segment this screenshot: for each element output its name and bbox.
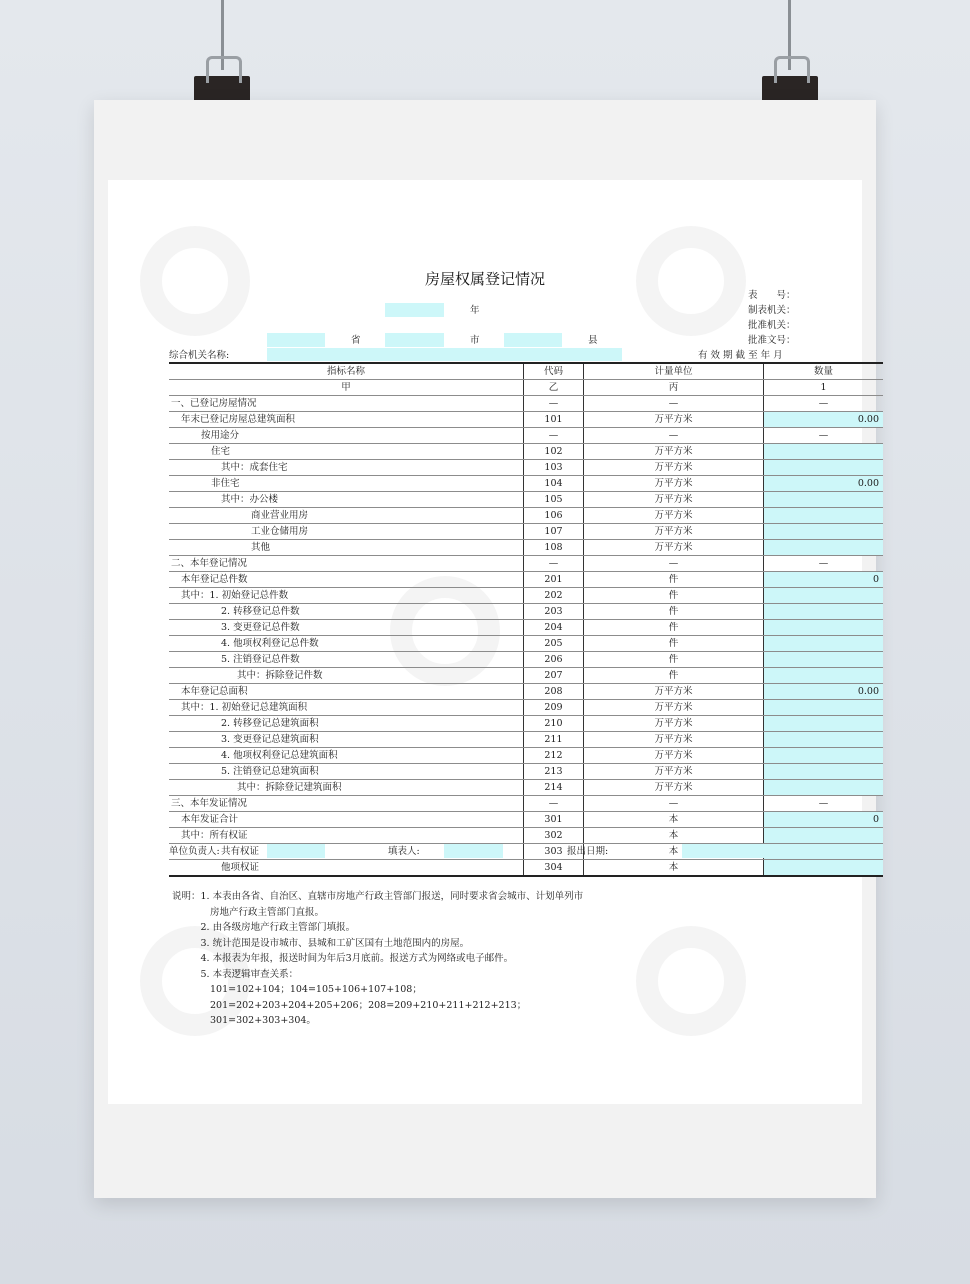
watermark-logo-icon — [636, 926, 746, 1036]
row-unit: — — [584, 396, 764, 412]
table-row — [169, 764, 883, 780]
made-by-label: 制表机关： — [748, 305, 796, 316]
table-row — [169, 700, 883, 716]
watermark-logo-icon — [140, 226, 250, 336]
row-unit: 万平方米 — [584, 780, 764, 796]
row-indicator-name: 本年发证合计 — [169, 812, 524, 828]
table-row — [169, 780, 883, 796]
table-row — [169, 588, 883, 604]
row-code: 203 — [524, 604, 584, 620]
org-name-input[interactable] — [267, 348, 622, 361]
form-number-label: 表 号： — [748, 290, 796, 301]
row-indicator-name: 年末已登记房屋总建筑面积 — [169, 412, 524, 428]
row-code: 302 — [524, 828, 584, 844]
table-row — [169, 636, 883, 652]
row-code: 201 — [524, 572, 584, 588]
row-indicator-name: 4. 他项权利登记总件数 — [169, 636, 524, 652]
table-subheader-row — [169, 380, 883, 396]
row-quantity-input[interactable] — [764, 460, 884, 476]
row-quantity-input[interactable] — [764, 620, 884, 636]
notes-section — [172, 889, 583, 1029]
row-code: 214 — [524, 780, 584, 796]
table-row — [169, 556, 883, 572]
row-indicator-name: 非住宅 — [169, 476, 524, 492]
row-quantity-input[interactable] — [764, 732, 884, 748]
note-line: 房地产行政主管部门直报。 — [172, 906, 325, 918]
responsible-input[interactable] — [267, 844, 325, 858]
report-date-label: 报出日期: — [567, 846, 609, 857]
row-unit: 件 — [584, 636, 764, 652]
row-code: 212 — [524, 748, 584, 764]
row-code: 211 — [524, 732, 584, 748]
subheader-code: 乙 — [524, 380, 584, 396]
row-quantity-input[interactable] — [764, 492, 884, 508]
row-quantity-input[interactable] — [764, 700, 884, 716]
row-unit: 万平方米 — [584, 460, 764, 476]
row-quantity-input[interactable] — [764, 652, 884, 668]
row-quantity-input[interactable]: 0.00 — [764, 476, 884, 492]
table-row — [169, 652, 883, 668]
row-quantity-input[interactable] — [764, 764, 884, 780]
row-quantity-input[interactable] — [764, 860, 884, 877]
row-unit: 万平方米 — [584, 540, 764, 556]
table-row — [169, 476, 883, 492]
row-unit: 件 — [584, 620, 764, 636]
row-quantity-input[interactable]: 0 — [764, 812, 884, 828]
row-indicator-name: 一、已登记房屋情况 — [169, 396, 524, 412]
document-title: 房屋权属登记情况 — [424, 270, 545, 288]
row-code: — — [524, 428, 584, 444]
row-indicator-name: 工业仓储用房 — [169, 524, 524, 540]
table-row — [169, 860, 883, 877]
header-unit: 计量单位 — [584, 363, 764, 380]
org-name-label: 综合机关名称: — [169, 350, 230, 361]
approved-by-label: 批准机关： — [748, 320, 796, 331]
note-line: 201=202+203+204+205+206；208=209+210+211+212+213； — [172, 999, 527, 1011]
row-quantity: — — [764, 396, 884, 412]
row-code: 102 — [524, 444, 584, 460]
province-input[interactable] — [267, 333, 325, 347]
row-code: 106 — [524, 508, 584, 524]
row-quantity-input[interactable] — [764, 540, 884, 556]
note-line: 4. 本报表为年报，报送时间为年后3月底前。报送方式为网络或电子邮件。 — [172, 953, 514, 964]
table-row — [169, 460, 883, 476]
row-unit: 本 — [584, 812, 764, 828]
note-line: 301=302+303+304。 — [172, 1015, 316, 1026]
row-unit: 本 — [584, 844, 764, 860]
row-code: 108 — [524, 540, 584, 556]
table-row — [169, 444, 883, 460]
row-quantity-input[interactable] — [764, 828, 884, 844]
county-input[interactable] — [504, 333, 562, 347]
row-quantity-input[interactable] — [764, 748, 884, 764]
row-quantity: — — [764, 428, 884, 444]
header-indicator: 指标名称 — [169, 363, 524, 380]
row-unit: 万平方米 — [584, 412, 764, 428]
table-row — [169, 620, 883, 636]
row-code: — — [524, 796, 584, 812]
header-quantity: 数量 — [764, 363, 884, 380]
row-indicator-name: 2. 转移登记总件数 — [169, 604, 524, 620]
row-indicator-name: 他项权证 — [169, 860, 524, 877]
row-unit: 件 — [584, 604, 764, 620]
row-unit: 件 — [584, 668, 764, 684]
table-row — [169, 524, 883, 540]
row-code: 103 — [524, 460, 584, 476]
row-indicator-name: 商业营业用房 — [169, 508, 524, 524]
row-unit: 万平方米 — [584, 684, 764, 700]
row-code: 301 — [524, 812, 584, 828]
table-row — [169, 428, 883, 444]
county-label: 县 — [588, 335, 598, 346]
row-unit: 万平方米 — [584, 476, 764, 492]
table-row — [169, 732, 883, 748]
row-code: 104 — [524, 476, 584, 492]
row-unit: 万平方米 — [584, 716, 764, 732]
table-row — [169, 396, 883, 412]
row-indicator-name: 按用途分 — [169, 428, 524, 444]
row-unit: 万平方米 — [584, 492, 764, 508]
row-indicator-name: 本年登记总面积 — [169, 684, 524, 700]
city-label: 市 — [470, 335, 480, 346]
table-row — [169, 748, 883, 764]
note-line: 3. 统计范围是设市城市、县城和工矿区国有土地范围内的房屋。 — [172, 937, 470, 949]
row-indicator-name: 其他 — [169, 540, 524, 556]
row-quantity-input[interactable]: 0 — [764, 572, 884, 588]
table-row — [169, 716, 883, 732]
row-indicator-name: 3. 变更登记总件数 — [169, 620, 524, 636]
row-indicator-name: 其中：1. 初始登记总件数 — [169, 588, 524, 604]
table-row — [169, 684, 883, 700]
row-unit: 万平方米 — [584, 444, 764, 460]
row-code: — — [524, 556, 584, 572]
row-code: 105 — [524, 492, 584, 508]
filler-label: 填表人: — [388, 846, 420, 857]
row-code: 303 — [524, 844, 584, 860]
header-code: 代码 — [524, 363, 584, 380]
row-code: — — [524, 396, 584, 412]
row-quantity-input[interactable] — [764, 588, 884, 604]
row-unit: 万平方米 — [584, 524, 764, 540]
note-line: 说明：1. 本表由各省、自治区、直辖市房地产行政主管部门报送，同时要求省会城市、计划单列市 — [172, 891, 584, 902]
table-row — [169, 828, 883, 844]
note-line: 5. 本表逻辑审查关系： — [172, 968, 299, 980]
row-quantity-input[interactable] — [764, 524, 884, 540]
row-unit: 万平方米 — [584, 764, 764, 780]
subheader-quantity: 1 — [764, 380, 884, 396]
city-input[interactable] — [385, 333, 444, 347]
table-row — [169, 796, 883, 812]
row-code: 101 — [524, 412, 584, 428]
subheader-indicator: 甲 — [169, 380, 524, 396]
valid-until-label: 有 效 期 截 至 年 月 — [698, 350, 783, 361]
row-indicator-name: 二、本年登记情况 — [169, 556, 524, 572]
row-code: 206 — [524, 652, 584, 668]
province-label: 省 — [351, 335, 361, 346]
table-row — [169, 540, 883, 556]
row-code: 208 — [524, 684, 584, 700]
row-indicator-name: 5. 注销登记总建筑面积 — [169, 764, 524, 780]
table-row — [169, 508, 883, 524]
note-line: 2. 由各级房地产行政主管部门填报。 — [172, 922, 356, 933]
row-quantity-input[interactable] — [764, 508, 884, 524]
table-row — [169, 604, 883, 620]
row-quantity-input[interactable] — [764, 604, 884, 620]
table-row — [169, 492, 883, 508]
row-unit: — — [584, 556, 764, 572]
row-indicator-name: 2. 转移登记总建筑面积 — [169, 716, 524, 732]
row-indicator-name: 5. 注销登记总件数 — [169, 652, 524, 668]
row-indicator-name: 其中：办公楼 — [169, 492, 524, 508]
row-code: 205 — [524, 636, 584, 652]
row-indicator-name: 4. 他项权利登记总建筑面积 — [169, 748, 524, 764]
row-unit: 本 — [584, 828, 764, 844]
row-unit: 万平方米 — [584, 700, 764, 716]
filler-input[interactable] — [444, 844, 503, 858]
row-code: 209 — [524, 700, 584, 716]
year-label: 年 — [470, 305, 480, 316]
row-code: 204 — [524, 620, 584, 636]
row-indicator-name: 三、本年发证情况 — [169, 796, 524, 812]
row-quantity-input[interactable] — [764, 780, 884, 796]
responsible-label: 单位负责人: — [169, 846, 220, 857]
row-quantity-input[interactable] — [764, 444, 884, 460]
row-quantity-input[interactable]: 0.00 — [764, 684, 884, 700]
row-indicator-name: 其中：所有权证 — [169, 828, 524, 844]
row-unit: 万平方米 — [584, 508, 764, 524]
row-quantity: — — [764, 556, 884, 572]
row-unit: — — [584, 796, 764, 812]
subheader-unit: 丙 — [584, 380, 764, 396]
row-indicator-name: 其中：1. 初始登记总建筑面积 — [169, 700, 524, 716]
row-indicator-name: 3. 变更登记总建筑面积 — [169, 732, 524, 748]
table-row — [169, 572, 883, 588]
statistics-table — [169, 362, 883, 877]
row-unit: 件 — [584, 572, 764, 588]
table-header-row — [169, 363, 883, 380]
row-code: 202 — [524, 588, 584, 604]
row-indicator-name: 其中：拆除登记件数 — [169, 668, 524, 684]
row-indicator-name: 本年登记总件数 — [169, 572, 524, 588]
table-row — [169, 812, 883, 828]
row-unit: 件 — [584, 652, 764, 668]
row-code: 207 — [524, 668, 584, 684]
row-code: 210 — [524, 716, 584, 732]
table-row — [169, 412, 883, 428]
approval-number-label: 批准文号： — [748, 335, 796, 346]
row-code: 107 — [524, 524, 584, 540]
row-code: 304 — [524, 860, 584, 877]
row-quantity-input[interactable] — [764, 668, 884, 684]
row-quantity-input[interactable] — [764, 636, 884, 652]
year-input[interactable] — [385, 303, 444, 317]
row-indicator-name: 共有权证 — [169, 844, 524, 860]
row-unit: 件 — [584, 588, 764, 604]
watermark-logo-icon — [636, 226, 746, 336]
row-unit: 万平方米 — [584, 748, 764, 764]
table-row — [169, 668, 883, 684]
row-quantity-input[interactable]: 0.00 — [764, 412, 884, 428]
row-quantity: — — [764, 796, 884, 812]
row-code: 213 — [524, 764, 584, 780]
report-date-input[interactable] — [682, 844, 801, 858]
row-unit: 本 — [584, 860, 764, 877]
row-indicator-name: 其中：拆除登记建筑面积 — [169, 780, 524, 796]
row-indicator-name: 住宅 — [169, 444, 524, 460]
row-unit: 万平方米 — [584, 732, 764, 748]
row-indicator-name: 其中：成套住宅 — [169, 460, 524, 476]
note-line: 101=102+104；104=105+106+107+108； — [172, 984, 422, 995]
row-quantity-input[interactable] — [764, 716, 884, 732]
row-unit: — — [584, 428, 764, 444]
